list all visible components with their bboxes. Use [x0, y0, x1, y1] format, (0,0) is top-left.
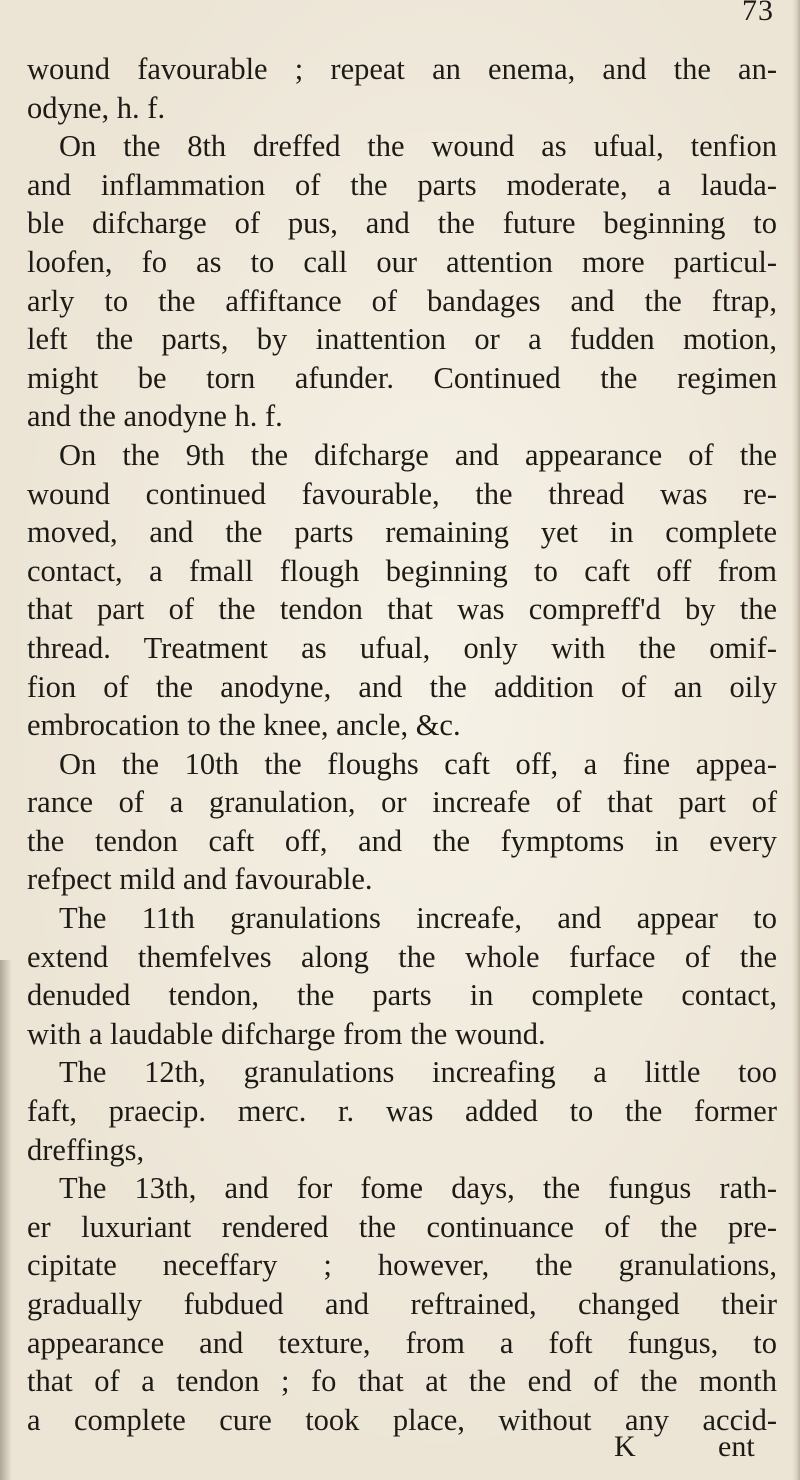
text-line: contact, a fmall flough beginning to caft off from: [27, 553, 777, 588]
text-line: fion of the anodyne, and the addition of an oily: [27, 669, 777, 704]
text-line: On the 10th the floughs caft off, a fine appea-: [59, 746, 777, 781]
text-line: arly to the affiftance of bandages and the ftrap,: [27, 283, 777, 318]
body-text: [27, 50, 777, 1439]
text-line: The 11th granulations increafe, and appear to: [59, 901, 777, 936]
text-line: The 12th, granulations increafing a little too: [59, 1055, 777, 1090]
text-line: and the anodyne h. f.: [27, 399, 283, 434]
text-line: and inflammation of the parts moderate, a lauda-: [27, 167, 777, 202]
text-line: moved, and the parts remaining yet in complete: [27, 515, 777, 550]
text-line: On the 9th the difcharge and appearance of the: [59, 437, 777, 472]
text-line: embrocation to the knee, ancle, &c.: [27, 708, 461, 743]
text-line: er luxuriant rendered the continuance of the pre-: [27, 1209, 777, 1244]
text-line: gradually fubdued and reftrained, changed their: [27, 1287, 777, 1321]
text-line: wound continued favourable, the thread was re-: [27, 476, 777, 511]
text-line: The 13th, and for fome days, the fungus rath-: [59, 1171, 777, 1206]
text-line: wound favourable ; repeat an enema, and the an-: [27, 52, 777, 86]
text-line: dreffings,: [27, 1132, 145, 1167]
text-line: On the 8th dreffed the wound as ufual, tenfion: [59, 129, 777, 164]
text-line: ble difcharge of pus, and the future beginning to: [27, 206, 777, 241]
binding-shadow: [0, 960, 12, 1480]
text-line: faft, praecip. merc. r. was added to the former: [27, 1094, 777, 1129]
signature-mark: K: [614, 1430, 636, 1463]
text-line: rance of a granulation, or increafe of that part of: [27, 785, 777, 820]
page-edge: [792, 0, 800, 1480]
page-number: 73: [742, 0, 774, 27]
text-line: odyne, h. f.: [27, 90, 166, 125]
text-line: refpect mild and favourable.: [27, 862, 373, 897]
text-line: that part of the tendon that was compreff'd by the: [27, 592, 777, 627]
text-line: might be torn afunder. Continued the regimen: [27, 360, 777, 395]
text-line: a complete cure took place, without any accid-: [27, 1402, 777, 1437]
text-line: cipitate neceffary ; however, the granulations,: [27, 1248, 777, 1283]
text-line: extend themfelves along the whole furface of the: [27, 939, 777, 974]
catchword: ent: [718, 1430, 755, 1463]
text-line: that of a tendon ; fo that at the end of the month: [27, 1364, 777, 1399]
text-line: thread. Treatment as ufual, only with the omif-: [27, 630, 777, 665]
text-line: denuded tendon, the parts in complete contact,: [27, 978, 777, 1013]
text-line: the tendon caft off, and the fymptoms in every: [27, 823, 777, 858]
text-line: appearance and texture, from a foft fungus, to: [27, 1325, 777, 1360]
text-line: with a laudable difcharge from the wound.: [27, 1016, 546, 1051]
text-line: left the parts, by inattention or a fudden motion,: [27, 322, 777, 357]
text-line: loofen, fo as to call our attention more particul-: [27, 244, 777, 279]
